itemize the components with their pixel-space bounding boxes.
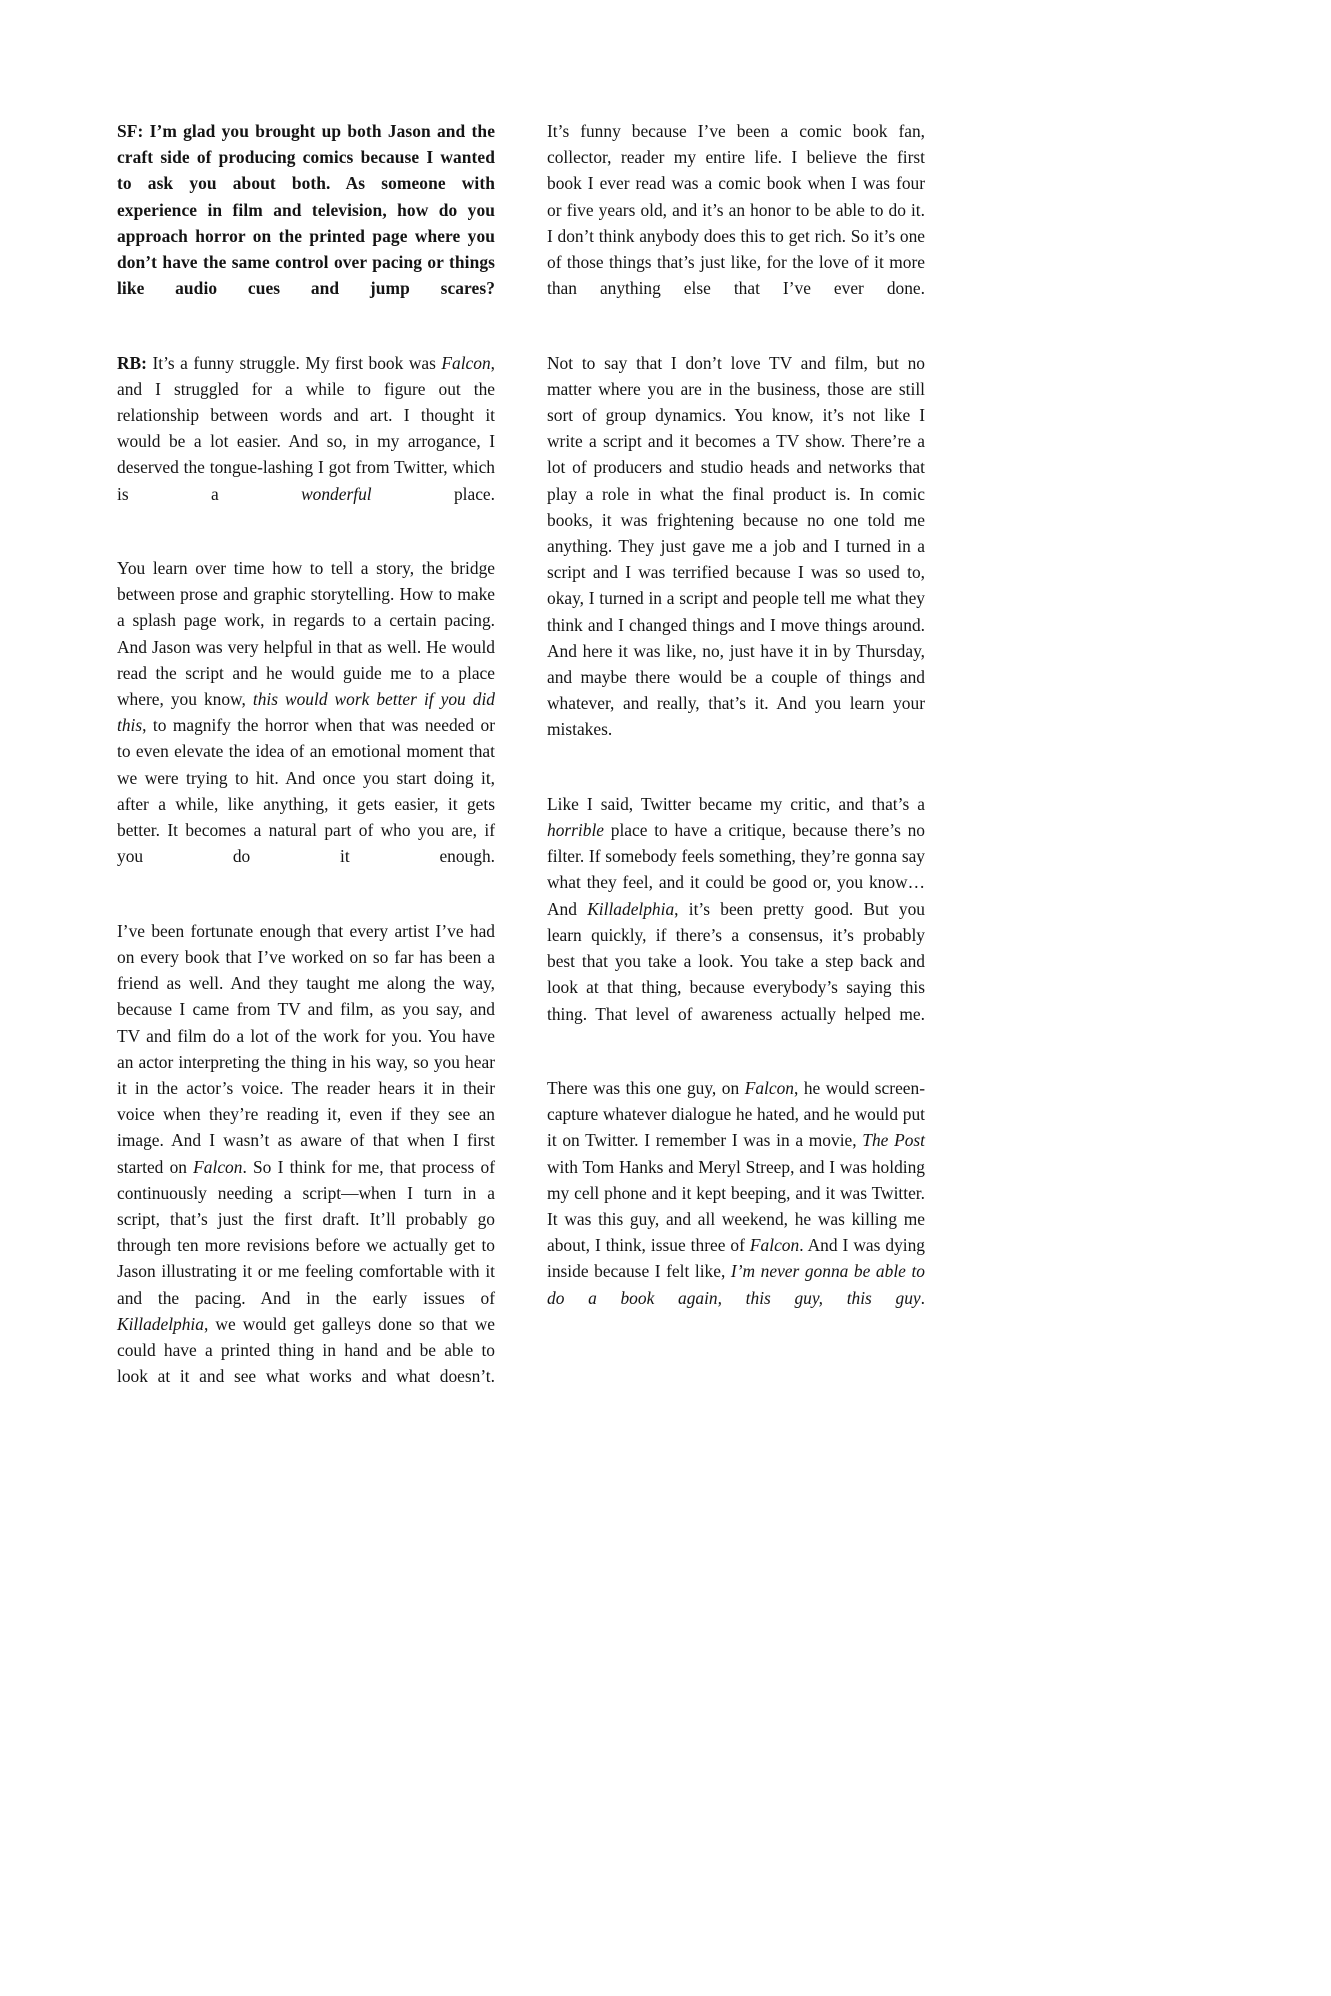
answer-6-text-a: Like I said, Twitter became my critic, and that’s a bbox=[547, 793, 925, 814]
right-column bbox=[547, 118, 925, 1416]
book-title-falcon-4: Falcon bbox=[749, 1235, 800, 1256]
paragraph-answer-3 bbox=[117, 918, 495, 1416]
answer-2-text-a: You learn over time how to tell a story, the bridge between prose and graphic storytelling. How to make a splash page work, in regards to a certain pacing. And Jason was very helpful in that as well. He would read the script and he would guide me to a place where, you know, bbox=[117, 558, 495, 710]
paragraph-answer-1 bbox=[117, 350, 495, 533]
answer-7-text-d: . And I was dying inside because I felt like, bbox=[547, 1235, 925, 1282]
left-column bbox=[117, 118, 495, 1416]
paragraph-answer-7 bbox=[547, 1075, 925, 1337]
emphasis-inner-thought: I’m never gonna be able to do a book again, this guy, this guy bbox=[547, 1261, 925, 1308]
paragraph-answer-5: Not to say that I don’t love TV and film, but no matter where you are in the business, those are still sort of group dynamics. You know, it’s not like I write a script and it becomes a TV show. There’re a lot of producers and studio heads and networks that play a role in what the final product is. In comic books, it was frightening because no one told me anything. They just gave me a job and I turned in a script and I was terrified because I was so used to, okay, I turned in a script and people tell me what they think and I changed things and I move things around. And here it was like, no, just have it in by Thursday, and maybe there would be a couple of things and whatever, and really, that’s it. And you learn your mistakes. bbox=[547, 352, 925, 740]
speaker-label-sf: SF: bbox=[117, 121, 144, 141]
answer-3-text-b: . So I think for me, that process of continuously needing a script—when I turn in a script, that’s just the first draft. It’ll probably go through ten more revisions before we actually get to Jason illustrating it or me feeling comfortable with it and the pacing. And in the early issues of bbox=[117, 1156, 495, 1308]
book-title-killadelphia-2: Killadelphia bbox=[587, 898, 675, 919]
answer-7-text-a: There was this one guy, on bbox=[547, 1077, 745, 1098]
answer-7-text-b: , he would screen-capture whatever dialogue he hated, and he would put it on Twitter. I remember I was in a movie, bbox=[547, 1077, 925, 1151]
answer-6-text-b: place to have a critique, because there’s no filter. If somebody feels something, they’re gonna say what they feel, and it could be good or, you know… And bbox=[547, 820, 925, 919]
answer-6-text-c: , it’s been pretty good. But you learn quickly, if there’s a consensus, it’s probably best that you take a look. You take a step back and look at that thing, because everybody’s saying this thing. That level of awareness actually helped me. bbox=[547, 898, 925, 1024]
answer-3-text-a: I’ve been fortunate enough that every artist I’ve had on every book that I’ve worked on so far has been a friend as well. And they taught me along the way, because I came from TV and film, as you say, and TV and film do a lot of the work for you. You have an actor interpreting the thing in his way, so you hear it in the actor’s voice. The reader hears it in their voice when they’re reading it, even if they see an image. And I wasn’t as aware of that when I first started on bbox=[117, 920, 495, 1177]
speaker-label-rb: RB: bbox=[117, 352, 147, 373]
paragraph-question-1 bbox=[117, 118, 495, 328]
answer-3-text-c: , we would get galleys done so that we could have a printed thing in hand and be able to look at it and see what works and what doesn’t. bbox=[117, 1313, 495, 1387]
paragraph-answer-4: It’s funny because I’ve been a comic book fan, collector, reader my entire life. I believe the first book I ever read was a comic book when I was four or five years old, and it’s an honor to be able to do it. I don’t think anybody does this to get rich. So it’s one of those things that’s just like, for the love of it more than anything else that I’ve ever done. bbox=[547, 121, 925, 299]
two-column-text-block bbox=[117, 118, 925, 1416]
answer-7-text-e: . bbox=[920, 1287, 925, 1308]
answer-7-text-c: with Tom Hanks and Meryl Streep, and I was holding my cell phone and it kept beeping, and it was Twitter. It was this guy, and all weekend, he was killing me about, I think, issue three of bbox=[547, 1156, 925, 1256]
emphasis-wonderful: wonderful bbox=[301, 483, 372, 504]
answer-1-text-c: place. bbox=[371, 483, 495, 504]
emphasis-quoted-advice: this would work better if you did this bbox=[117, 689, 495, 736]
film-title-the-post: The Post bbox=[862, 1130, 926, 1151]
paragraph-answer-6 bbox=[547, 791, 925, 1053]
answer-1-text-b: , and I struggled for a while to figure out the relationship between words and art. I thought it would be a lot easier. And so, in my arrogance, I deserved the tongue-lashing I got from Twitter, which is a bbox=[117, 352, 495, 504]
answer-1-text-a: It’s a funny struggle. My first book was bbox=[146, 352, 442, 373]
book-title-falcon-3: Falcon bbox=[744, 1077, 794, 1098]
book-title-falcon: Falcon bbox=[441, 352, 491, 373]
answer-2-text-b: , to magnify the horror when that was needed or to even elevate the idea of an emotional moment that we were trying to hit. And once you start doing it, after a while, like anything, it gets easier, it gets better. It becomes a natural part of who you are, if you do it enough. bbox=[117, 715, 495, 867]
question-1-text: I’m glad you brought up both Jason and the craft side of producing comics because I wanted to ask you about both. As someone with experience in film and television, how do you approach horror on the printed page where you don’t have the same control over pacing or things like audio cues and jump scares? bbox=[117, 121, 495, 299]
paragraph-answer-2 bbox=[117, 555, 495, 896]
book-title-falcon-2: Falcon bbox=[193, 1156, 243, 1177]
emphasis-horrible: horrible bbox=[547, 820, 605, 841]
book-title-killadelphia: Killadelphia bbox=[117, 1313, 204, 1334]
